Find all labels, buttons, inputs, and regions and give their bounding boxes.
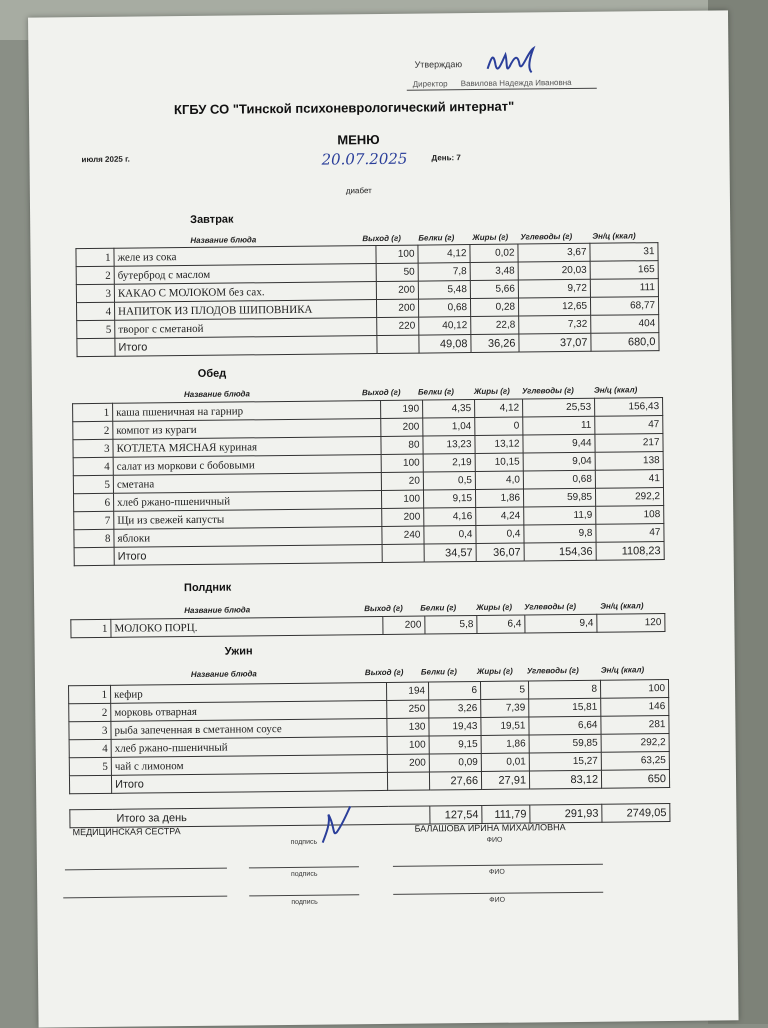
col-yield: Выход (г) bbox=[364, 667, 404, 678]
nurse-label: МЕДИЦИНСКАЯ СЕСТРА bbox=[72, 826, 181, 838]
col-yield: Выход (г) bbox=[361, 387, 401, 398]
date-printed: июля 2025 г. bbox=[81, 154, 130, 165]
col-name: Название блюда bbox=[190, 235, 257, 245]
section-lunch: Обед bbox=[197, 367, 227, 380]
breakfast-table bbox=[75, 242, 659, 357]
section-snack: Полдник bbox=[183, 581, 232, 595]
col-fat: Жиры (г) bbox=[472, 232, 509, 243]
col-energy: Эн/ц (ккал) bbox=[592, 231, 636, 241]
table-row: 1 кефир 194 6 5 8 100 bbox=[69, 679, 669, 703]
table-row: 4 хлеб ржано-пшеничный 100 9,15 1,86 59,85 292,2 bbox=[69, 733, 669, 757]
table-row: 7 Щи из свежей капусты 200 4,16 4,24 11,9 108 bbox=[74, 506, 664, 530]
col-energy: Эн/ц (ккал) bbox=[600, 665, 645, 675]
total-row: Итого 27,66 27,91 83,12 650 bbox=[69, 769, 669, 793]
col-fat: Жиры (г) bbox=[476, 666, 513, 677]
sign-caption: подпись bbox=[290, 870, 318, 878]
nurse-signature bbox=[316, 802, 356, 846]
col-fat: Жиры (г) bbox=[473, 386, 510, 397]
col-protein: Белки (г) bbox=[417, 387, 454, 397]
col-carbs: Углеводы (г) bbox=[521, 385, 574, 396]
fio-caption: ФИО bbox=[488, 868, 505, 876]
signature-line bbox=[393, 892, 603, 895]
day-label: День: 7 bbox=[431, 153, 461, 163]
table-row: 2 бутерброд с маслом 50 7,8 3,48 20,03 165 bbox=[76, 261, 658, 285]
signature-line bbox=[393, 864, 603, 867]
fio-caption: ФИО bbox=[489, 896, 506, 904]
col-name: Название блюда bbox=[190, 669, 257, 679]
table-row: 4 салат из моркови с бобовыми 100 2,19 10,15 9,04 138 bbox=[73, 452, 663, 476]
section-supper: Ужин bbox=[224, 645, 253, 658]
fio-caption: ФИО bbox=[486, 836, 503, 844]
table-row: 4 НАПИТОК ИЗ ПЛОДОВ ШИПОВНИКА 200 0,68 0,28 12,65 68,77 bbox=[77, 297, 659, 321]
director-label: Директор bbox=[412, 79, 448, 89]
date-handwritten: 20.07.2025 bbox=[321, 149, 408, 169]
table-row: 8 яблоки 240 0,4 0,4 9,8 47 bbox=[74, 524, 664, 548]
approve-label: Утверждаю bbox=[414, 59, 463, 70]
menu-title: МЕНЮ bbox=[337, 131, 380, 148]
col-protein: Белки (г) bbox=[420, 603, 457, 613]
supper-table bbox=[68, 679, 670, 794]
table-row: 6 хлеб ржано-пшеничный 100 9,15 1,86 59,85 292,2 bbox=[74, 488, 664, 512]
col-carbs: Углеводы (г) bbox=[526, 665, 579, 676]
total-row: Итого 34,57 36,07 154,36 1108,23 bbox=[74, 542, 664, 566]
col-name: Название блюда bbox=[183, 389, 250, 400]
col-name: Название блюда bbox=[184, 605, 251, 616]
table-row: 5 творог с сметаной 220 40,12 22,8 7,32 404 bbox=[77, 315, 659, 339]
nurse-name: БАЛАШОВА ИРИНА МИХАЙЛОВНА bbox=[414, 822, 566, 834]
sign-caption: подпись bbox=[291, 898, 318, 906]
table-row: 3 КОТЛЕТА МЯСНАЯ куриная 80 13,23 13,12 9,44 217 bbox=[73, 434, 663, 458]
col-yield: Выход (г) bbox=[364, 603, 403, 614]
table-row: 1 МОЛОКО ПОРЦ. 200 5,8 6,4 9,4 120 bbox=[71, 614, 665, 638]
table-row: 2 морковь отварная 250 3,26 7,39 15,81 146 bbox=[69, 697, 669, 721]
col-energy: Эн/ц (ккал) bbox=[600, 601, 644, 611]
signature-line bbox=[63, 896, 227, 899]
diet-label: диабет bbox=[345, 186, 372, 196]
day-total-table bbox=[69, 803, 670, 828]
table-row: 2 компот из кураги 200 1,04 0 11 47 bbox=[73, 416, 663, 440]
signature-line bbox=[249, 894, 359, 896]
col-protein: Белки (г) bbox=[420, 667, 457, 677]
col-yield: Выход (г) bbox=[362, 233, 401, 244]
table-row: 5 чай с лимоном 200 0,09 0,01 15,27 63,25 bbox=[69, 751, 669, 775]
col-protein: Белки (г) bbox=[418, 233, 455, 243]
table-row: 3 рыба запеченная в сметанном соусе 130 19,43 19,51 6,64 281 bbox=[69, 715, 669, 739]
menu-sheet bbox=[28, 10, 739, 1027]
table-row: 1 желе из сока 100 4,12 0,02 3,67 31 bbox=[76, 243, 658, 267]
table-row: 5 сметана 20 0,5 4,0 0,68 41 bbox=[73, 470, 663, 494]
col-energy: Эн/ц (ккал) bbox=[593, 385, 638, 395]
director-signature bbox=[483, 42, 553, 83]
director-name: Вавилова Надежда Ивановна bbox=[460, 77, 572, 89]
section-breakfast: Завтрак bbox=[190, 213, 234, 226]
signature-line bbox=[65, 868, 227, 871]
col-carbs: Углеводы (г) bbox=[520, 231, 573, 242]
lunch-table bbox=[72, 397, 665, 566]
col-carbs: Углеводы (г) bbox=[524, 601, 577, 612]
table-row: 1 каша пшеничная на гарнир 190 4,35 4,12 25,53 156,43 bbox=[73, 398, 663, 422]
sign-caption: подпись bbox=[290, 838, 318, 846]
snack-table bbox=[70, 613, 665, 638]
table-row: 3 КАКАО С МОЛОКОМ без сах. 200 5,48 5,66 9,72 111 bbox=[76, 279, 658, 303]
signature-line bbox=[249, 866, 359, 868]
col-fat: Жиры (г) bbox=[476, 602, 513, 613]
day-total-row: Итого за день 127,54 111,79 291,93 2749,05 bbox=[70, 803, 670, 827]
organization-title: КГБУ СО "Тинской психоневрологический интернат" bbox=[173, 98, 515, 118]
total-row: Итого 49,08 36,26 37,07 680,0 bbox=[77, 333, 659, 357]
